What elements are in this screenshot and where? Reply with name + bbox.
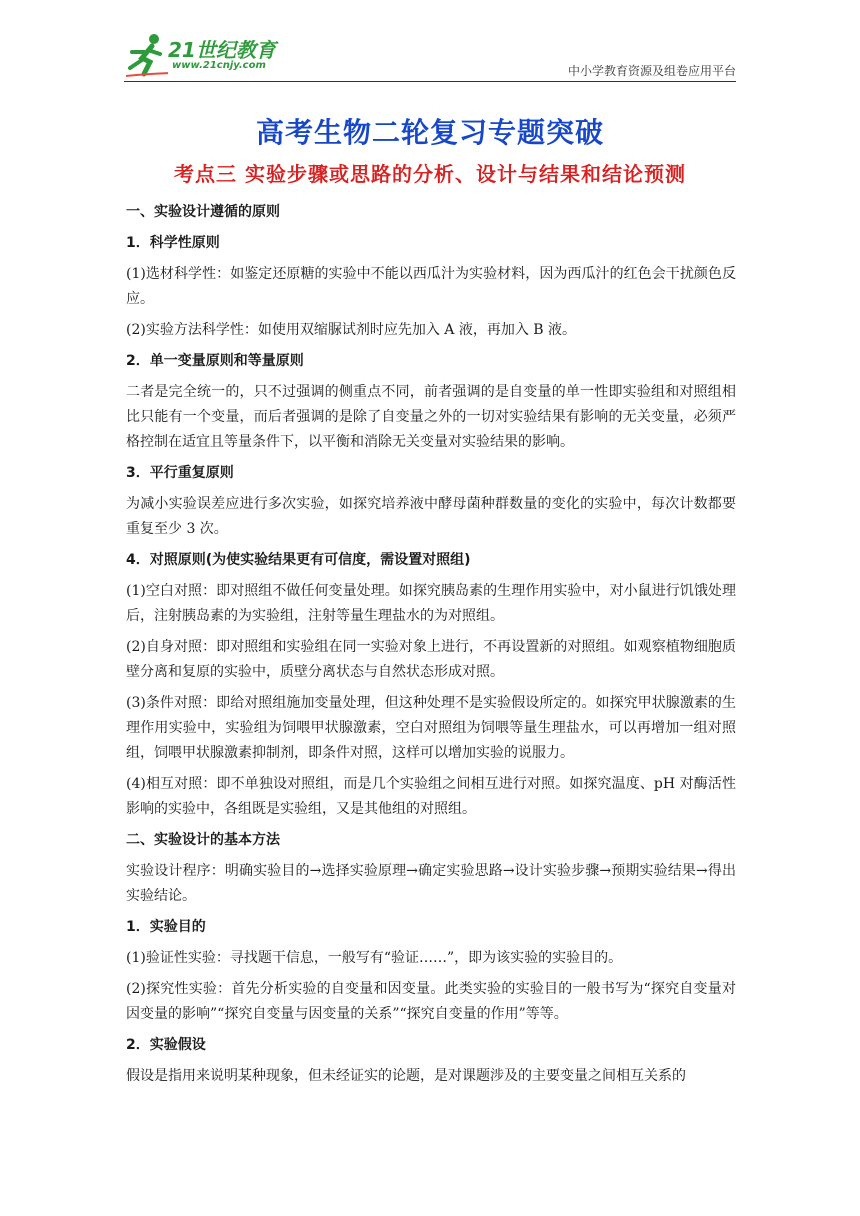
paragraph: (1)验证性实验：寻找题干信息，一般写有“验证……”，即为该实验的实验目的。 — [126, 950, 623, 966]
subsection-heading: 3．平行重复原则 — [126, 465, 234, 481]
paragraph: (3)条件对照：即给对照组施加变量处理，但这种处理不是实验假设所定的。如探究甲状腺激素的生理作用实验中，实验组为饲喂甲状腺激素，空白对照组为饲喂等量生理盐水，可以再增加一组对照组，饲喂甲状腺激素抑制剂，即条件对照，这样可以增加实验的说服力。 — [126, 695, 736, 761]
paragraph: 假设是指用来说明某种现象，但未经证实的论题，是对课题涉及的主要变量之间相互关系的 — [126, 1068, 686, 1084]
page-header — [124, 30, 736, 82]
logo-brand: 21世纪教育 — [168, 38, 276, 62]
paragraph: (1)选材科学性：如鉴定还原糖的实验中不能以西瓜汁为实验材料，因为西瓜汁的红色会干扰颜色反应。 — [126, 266, 736, 307]
paragraph: (4)相互对照：即不单独设对照组，而是几个实验组之间相互进行对照。如探究温度、pH 对酶活性影响的实验中，各组既是实验组，又是其他组的对照组。 — [126, 776, 736, 817]
paragraph: (1)空白对照：即对照组不做任何变量处理。如探究胰岛素的生理作用实验中，对小鼠进行饥饿处理后，注射胰岛素的为实验组，注射等量生理盐水的为对照组。 — [126, 583, 736, 624]
subsection-heading: 1．实验目的 — [126, 919, 206, 935]
paragraph: (2)实验方法科学性：如使用双缩脲试剂时应先加入 A 液，再加入 B 液。 — [126, 322, 577, 338]
paragraph: (2)探究性实验：首先分析实验的自变量和因变量。此类实验的实验目的一般书写为“探究自变量对因变量的影响”“探究自变量与因变量的关系”“探究自变量的作用”等等。 — [126, 981, 736, 1022]
section-heading: 二、实验设计的基本方法 — [126, 832, 280, 848]
subsection-heading: 4．对照原则(为使实验结果更有可信度，需设置对照组) — [126, 552, 471, 568]
document-subtitle: 考点三 实验步骤或思路的分析、设计与结果和结论预测 — [174, 162, 686, 186]
subsection-heading: 1．科学性原则 — [126, 235, 220, 251]
paragraph: 二者是完全统一的，只不过强调的侧重点不同，前者强调的是自变量的单一性即实验组和对照组相比只能有一个变量，而后者强调的是除了自变量之外的一切对实验结果有影响的无关变量，必须严格控制在适宜且等量条件下，以平衡和消除无关变量对实验结果的影响。 — [126, 384, 736, 450]
platform-name: 中小学教育资源及组卷应用平台 — [567, 64, 736, 78]
document-body — [126, 200, 736, 1095]
subsection-heading: 2．实验假设 — [126, 1037, 206, 1053]
runner-logo-icon — [124, 30, 168, 82]
document-title: 高考生物二轮复习专题突破 — [255, 116, 604, 149]
logo-url: www.21cnjy.com — [172, 60, 266, 71]
paragraph: (2)自身对照：即对照组和实验组在同一实验对象上进行，不再设置新的对照组。如观察植物细胞质壁分离和复原的实验中，质壁分离状态与自然状态形成对照。 — [126, 639, 736, 680]
subsection-heading: 2．单一变量原则和等量原则 — [126, 353, 304, 369]
site-logo — [124, 30, 294, 82]
header-divider — [124, 81, 736, 82]
paragraph: 为减小实验误差应进行多次实验，如探究培养液中酵母菌种群数量的变化的实验中，每次计数都要重复至少 3 次。 — [126, 496, 736, 537]
paragraph: 实验设计程序：明确实验目的→选择实验原理→确定实验思路→设计实验步骤→预期实验结果→得出实验结论。 — [126, 863, 736, 904]
section-heading: 一、实验设计遵循的原则 — [126, 204, 280, 220]
